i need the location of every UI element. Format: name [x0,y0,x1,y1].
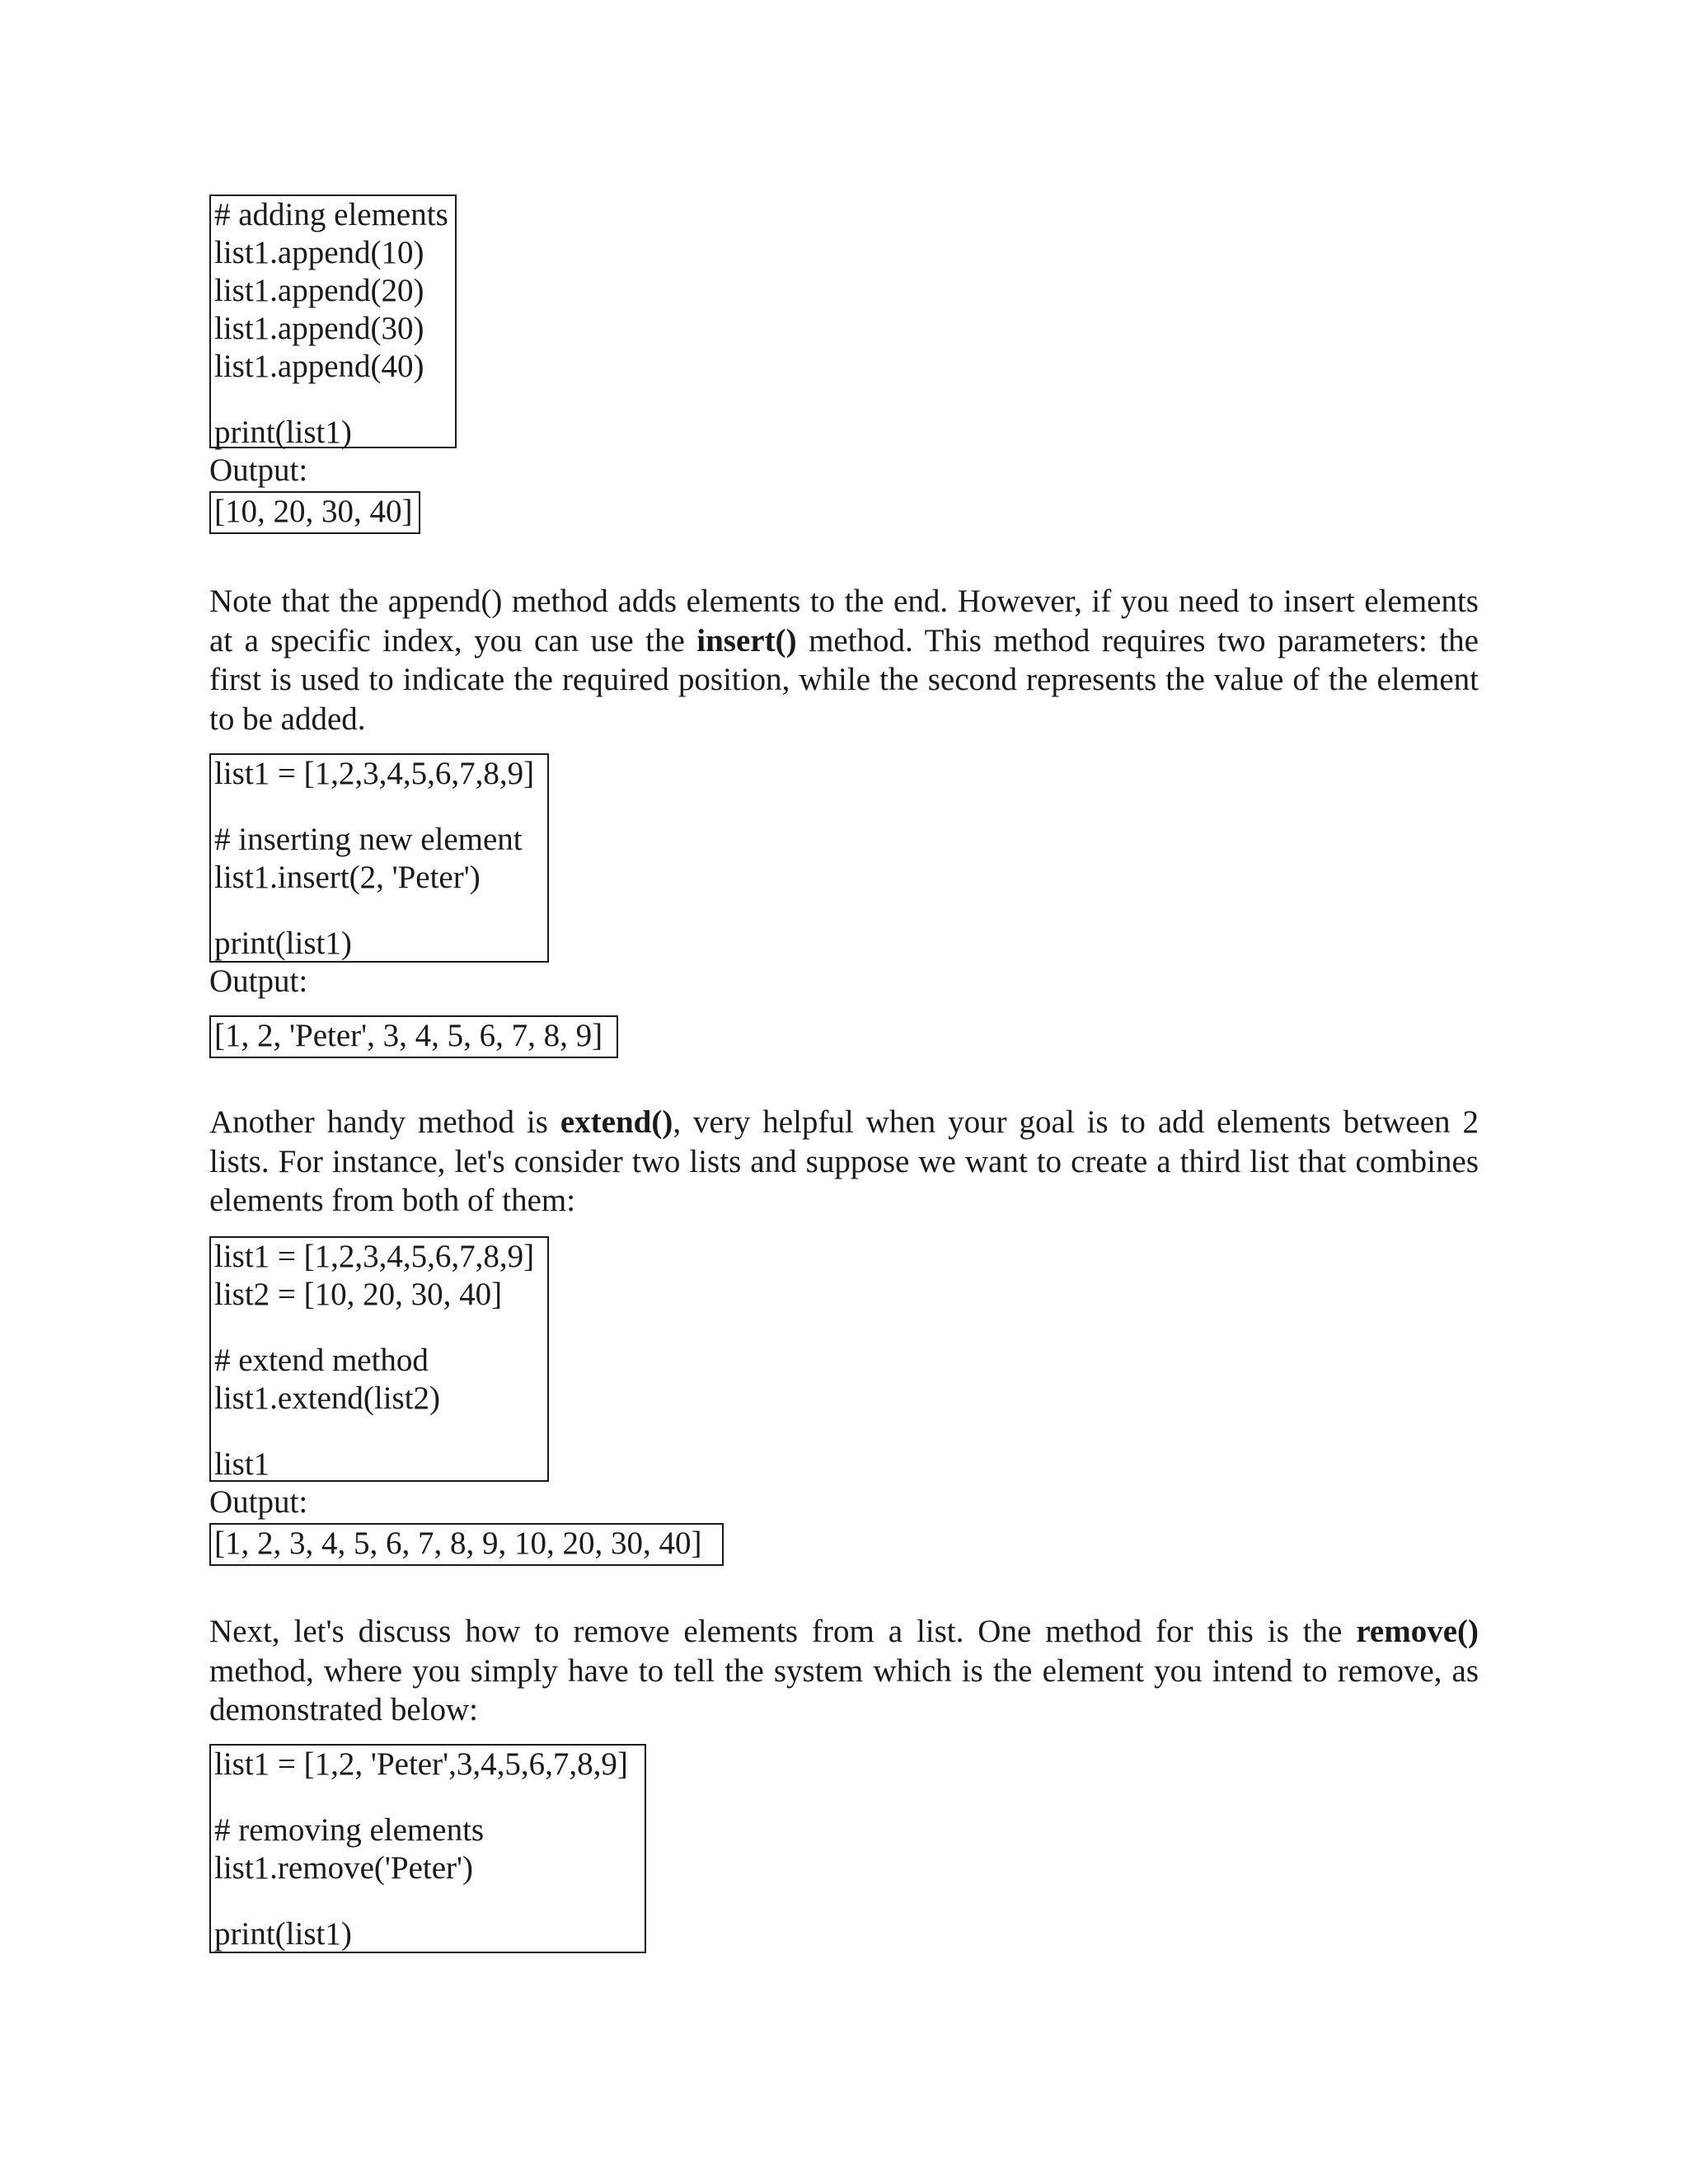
code-line: print(list1) [214,415,352,450]
output-label: Output: [209,1484,308,1520]
paragraph-text: , very helpful when your goal is to add elements between 2 lists. For instance, let's consider two lists and suppose we want to create a third list that combines elements from both of them: [209,1104,1479,1218]
paragraph-bold-term: extend() [560,1104,673,1140]
code-line: list1.extend(list2) [214,1380,441,1416]
paragraph-text: Next, let's discuss how to remove elements from a list. One method for this is the [209,1614,1357,1649]
code-blank-line [214,1783,645,1811]
code-line: list1.remove('Peter') [214,1850,474,1886]
code-blank-line [214,1887,645,1915]
paragraph-insert [209,582,1479,738]
code-blank-line [214,897,547,925]
code-line: list1.append(10) [214,235,424,270]
code-line: list1.insert(2, 'Peter') [214,860,481,895]
code-line: print(list1) [214,1916,352,1952]
code-blank-line [214,386,455,414]
code-line: # removing elements [214,1812,485,1848]
code-block-extend [209,1236,549,1482]
code-line: print(list1) [214,926,352,961]
paragraph-extend [209,1103,1479,1221]
code-line: # extend method [214,1343,429,1378]
code-block-remove [209,1744,646,1953]
paragraph-bold-term: insert() [696,622,797,658]
output-box: [10, 20, 30, 40] [209,491,420,534]
code-line: list1.append(30) [214,311,424,346]
output-box: [1, 2, 'Peter', 3, 4, 5, 6, 7, 8, 9] [209,1015,618,1058]
code-line: # inserting new element [214,822,523,857]
paragraph-text: method, where you simply have to tell the system which is the element you intend to remove, as demonstrated below: [209,1652,1479,1727]
output-label: Output: [209,452,308,488]
paragraph-bold-term: remove() [1356,1614,1479,1649]
code-line: list2 = [10, 20, 30, 40] [214,1277,503,1312]
code-block-insert [209,753,549,963]
code-line: list1.append(40) [214,349,424,384]
paragraph-text: Another handy method is [209,1104,560,1140]
code-blank-line [214,1418,547,1446]
code-line: list1.append(20) [214,273,424,308]
code-blank-line [214,1314,547,1342]
code-line: list1 = [1,2,3,4,5,6,7,8,9] [214,756,535,791]
output-box: [1, 2, 3, 4, 5, 6, 7, 8, 9, 10, 20, 30, 40] [209,1523,724,1566]
paragraph-text: method. This method requires two parameters: the first is used to indicate the required position, while the second represents the value of the element to be added. [209,622,1479,737]
code-block-append [209,194,457,448]
code-line: list1 = [1,2, 'Peter',3,4,5,6,7,8,9] [214,1746,628,1782]
code-line: list1 = [1,2,3,4,5,6,7,8,9] [214,1239,535,1274]
code-blank-line [214,793,547,821]
code-line: list1 [214,1446,270,1482]
paragraph-text: Note that the append() method adds elements to the end. However, if you need to insert elements at a specific index, you can use the [209,583,1479,658]
output-label: Output: [209,963,308,999]
code-line: # adding elements [214,197,448,232]
paragraph-remove [209,1612,1479,1730]
